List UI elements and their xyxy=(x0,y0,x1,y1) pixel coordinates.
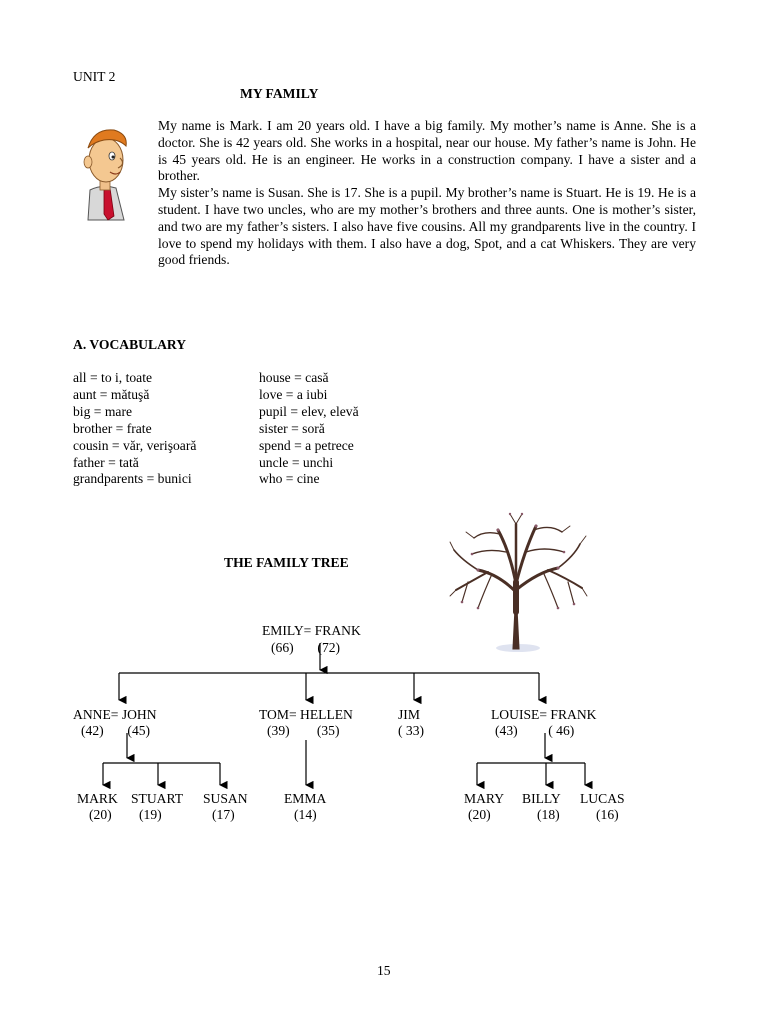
tree-node-mark-age: (20) xyxy=(89,807,112,822)
page-number: 15 xyxy=(377,963,391,978)
tree-node-lucas-age: (16) xyxy=(596,807,619,822)
tree-node-billy-age: (18) xyxy=(537,807,560,822)
vocab-item: grandparents = bunici xyxy=(73,471,192,487)
vocab-item: cousin = văr, verişoară xyxy=(73,437,197,453)
vocab-item: aunt = mătuşă xyxy=(73,386,150,402)
vocab-item: sister = soră xyxy=(259,420,325,436)
tree-node-tom-hellen-names: TOM= HELLEN xyxy=(259,707,353,722)
vocab-item: father = tată xyxy=(73,454,139,470)
vocabulary-heading: A. VOCABULARY xyxy=(73,337,187,352)
tree-node-jim-name: JIM xyxy=(398,707,420,722)
tree-node-stuart-name: STUART xyxy=(131,791,184,806)
vocab-item: who = cine xyxy=(259,471,320,487)
tree-node-anne-john-names: ANNE= JOHN xyxy=(73,707,157,722)
tree-node-stuart-age: (19) xyxy=(139,807,162,822)
tree-node-emma-age: (14) xyxy=(294,807,317,822)
tree-node-grandparents-ages: (66) (72) xyxy=(271,640,341,655)
vocab-item: love = a iubi xyxy=(259,386,328,402)
tree-node-mary-age: (20) xyxy=(468,807,491,822)
reading-paragraph-1: My name is Mark. I am 20 years old. I have a big family. My mother’s name is Anne. She is a doctor. She is 42 years old. She works in a hospital, near our house. My father’s name is John. He is 45 years old. He is an engineer. He works in a construction company. I have a sister and a brother. xyxy=(158,118,696,184)
vocab-item: spend = a petrece xyxy=(259,437,354,453)
tree-node-jim-age: ( 33) xyxy=(398,723,425,738)
vocab-item: big = mare xyxy=(73,403,133,419)
tree-node-mark-name: MARK xyxy=(77,791,118,806)
family-tree-heading: THE FAMILY TREE xyxy=(224,555,349,570)
tree-node-lucas-name: LUCAS xyxy=(580,791,625,806)
vocab-item: house = casă xyxy=(259,370,329,385)
vocab-item: brother = frate xyxy=(73,420,152,436)
tree-node-tom-hellen-ages: (39) (35) xyxy=(267,723,340,738)
tree-node-louise-frank-names: LOUISE= FRANK xyxy=(491,707,597,722)
tree-node-susan-name: SUSAN xyxy=(203,791,248,806)
tree-node-emma-name: EMMA xyxy=(284,791,327,806)
vocab-item: pupil = elev, elevă xyxy=(259,403,359,419)
tree-node-billy-name: BILLY xyxy=(522,791,561,806)
vocab-item: uncle = unchi xyxy=(259,454,334,470)
tree-node-louise-frank-ages: (43) ( 46) xyxy=(495,723,575,738)
tree-node-grandparents-names: EMILY= FRANK xyxy=(262,623,361,638)
unit-label: UNIT 2 xyxy=(73,69,116,84)
page-title: MY FAMILY xyxy=(240,86,319,101)
tree-node-susan-age: (17) xyxy=(212,807,235,822)
reading-paragraph-2: My sister’s name is Susan. She is 17. She is a pupil. My brother’s name is Stuart. He is 19. He is a student. I have two uncles, who are my mother’s brothers and three aunts. One is mother’s sister, and two are my father’s sisters. I also have five cousins. All my grandparents live in the country. I love to spend my holidays with them. I also have a dog, Spot, and a cat Whiskers. They are very good friends. xyxy=(158,185,696,268)
tree-node-anne-john-ages: (42) (45) xyxy=(81,723,151,738)
vocab-item: all = to i, toate xyxy=(73,370,153,385)
tree-node-mary-name: MARY xyxy=(464,791,505,806)
